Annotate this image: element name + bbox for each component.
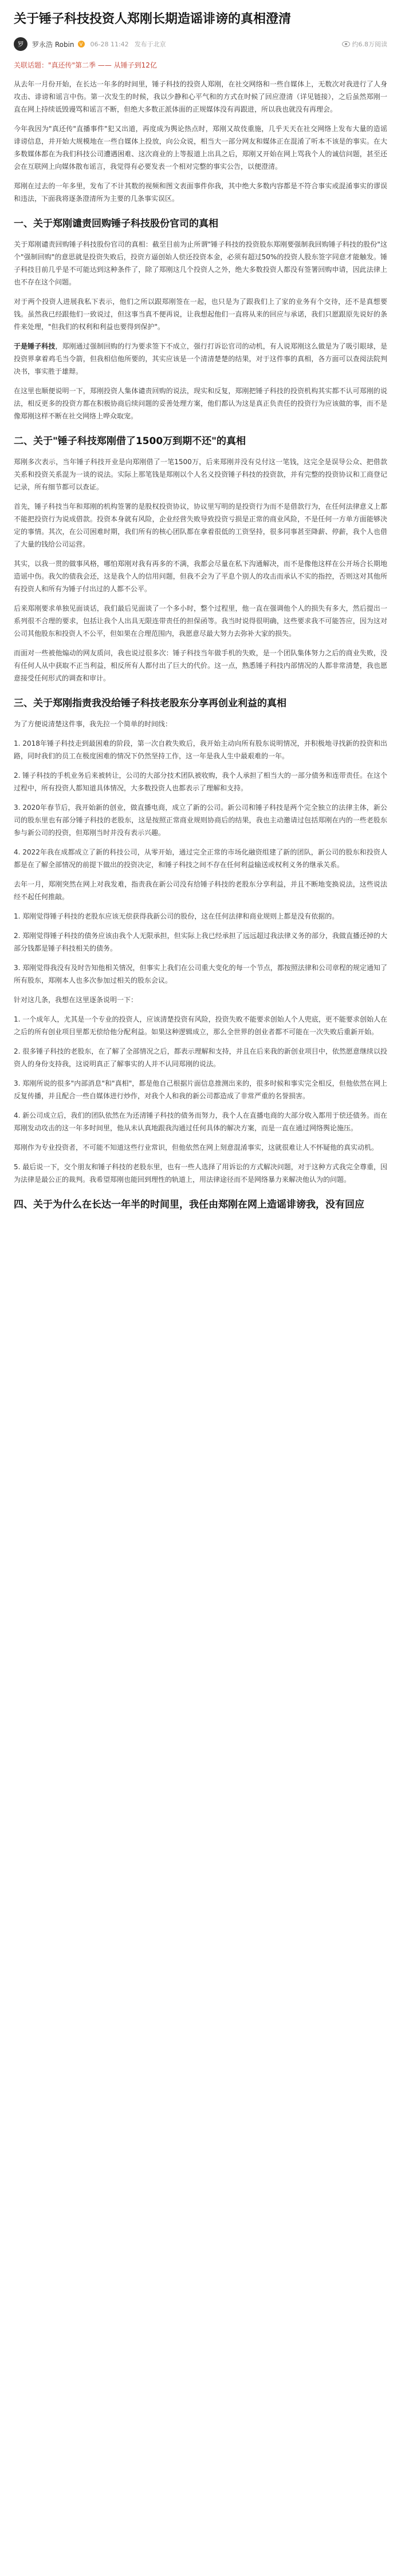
section-paragraph [14, 1161, 387, 1186]
intro-paragraph: 从去年一月份开始，在长达一年多的时间里，锤子科技的投资人郑刚，在社交网络和一些自媒体上，无数次对我进行了人身攻击、诽谤和谣言中伤。第一次发生的时候，我以少静和心平气和的方式在时候了回应澄清（详见链接），之后虽然郑刚一直在网上持续诋毁谩骂和谣言不断，但绝大多数正派体面的正规媒体没有再跟进，所以我也就没有再理会。 [14, 80, 387, 113]
section-paragraph [14, 456, 387, 493]
section-paragraph [14, 737, 387, 762]
paragraph-text: 而面对一些被他煽动的网友质问，我也说过很多次：锤子科技当年做手机的失败，是一个团队集体努力之后的商业失败，没有任何人从中获取不正当利益，相反所有人都付出了巨大的代价。这一点，熟悉锤子科技内部情况的人都非常清楚，我也愿意接受任何形式的调查和审计。 [14, 649, 387, 682]
paragraph-text: 1. 一个成年人，尤其是一个专业的投资人，应该清楚投资有风险，投资失败不能要求创始人个人兜底，更不能要求创始人在之后的所有创业项目里都无偿给他分配利益。如果这种逻辑成立，那么全世界的创业者都不可能在一次失败后重新开始。 [14, 1015, 387, 1036]
paragraph-text: 5. 最后说一下，交个朋友和锤子科技的老股东里，也有一些人选择了用诉讼的方式解决问题，对于这种方式我完全尊重，因为法律是最公正的裁判。我希望郑刚也能回到理性的轨道上，用法律途径而不是网络暴力来解决他认为的问题。 [14, 1163, 387, 1184]
paragraph-text: 关于郑刚谴责回购锤子科技股份官司的真相：截至目前为止所谓"锤子科技的投资股东郑刚要强制我回购锤子科技的股份"这个"强制回购"的意思就是投资失败后，投资方逼创始人偿还投资本金，必须有超过50%的投资人股东签字同意才能触发。锤子科技目前几乎是不可能达到这种条件了，除了郑刚这几个投资人之外，绝大多数投资人都没有签署回购申请，因此法律上也不存在这个问题。 [14, 240, 387, 286]
section-heading: 三、关于郑刚指责我没给锤子科技老股东分享再创业利益的真相 [14, 698, 286, 709]
paragraph-text: 3. 郑刚觉得我没有及时告知他相关情况，但事实上我们在公司重大变化的每一个节点，都按照法律和公司章程的规定通知了所有股东，郑刚本人也多次参加过相关的股东会议。 [14, 964, 387, 984]
intro-paragraph: 郑刚在过去的一年多里，发布了不计其数的视频和图文表面事件你我，其中绝大多数内容都是不符合事实或混淆事实的谬误和违法，下面我将逐条澄清所为主要的几条事实误区。 [14, 182, 387, 203]
author-name[interactable]: 罗永浩 Robin [32, 40, 74, 49]
paragraph-text: 2. 锤子科技的手机业务后来被转让，公司的大部分技术团队被收购，我个人承担了相当大的一部分债务和连带责任。在这个过程中，所有投资人都知道具体情况，大多数投资人也都表示了理解和支持。 [14, 771, 387, 792]
section-heading: 一、关于郑刚谴责回购锤子科技股份官司的真相 [14, 218, 218, 229]
article-title: 关于锤子科技投资人郑刚长期造谣诽谤的真相澄清 [14, 12, 292, 26]
paragraph-text: 对于两个投资人进展我私下表示，他们之所以跟郑刚签在一起，也只是为了跟我们上了家的业务有个交待，还不是真想要钱。虽然我已经跟他们一致说过，但这事当真不便再说，让我想起他们一直将从来的回应与承诺，我们只愿跟原先说好的条件来处理，"但我们的权利和利益也要得到保护"。 [14, 298, 387, 331]
paragraph-text: 2. 郑刚觉得锤子科技的债务应该由我个人无限承担，但实际上我已经承担了远远超过我法律义务的部分，我做直播还掉的大部分钱都是锤子科技相关的债务。 [14, 932, 387, 952]
read-count-label: 约6.8万阅读 [352, 41, 387, 48]
paragraph-text: 在这里也顺便说明一下，郑刚投资人集体谴责回购的说法，现实和反复，郑刚把锤子科技的投资机构其实都不认可郑刚的说法，相反更多的投资方都在积极协商后续问题的妥善处理方案，他们都认为这是真正负责任的投资行为应该做的事，而不是像郑刚这样不断在社交网络上哗众取宠。 [14, 387, 387, 420]
intro-paragraph: 今年我因为"真还传"直播事件"犯又出道，再度成为舆论热点时，郑刚又故伎重施，几乎天天在社交网络上发布大量的造谣诽谤信息，并开始大规模地在一些自媒体上投放，向公众说，相当大一部分网友和媒体正在混淆了听本不该是的事实。在大多数媒体都在为我们科技公司遭遇困难、这次商业的上等报道上出具之后，郑刚又开始在网上骂我个人的诚信问题，甚至还会在互联网上向媒体散布谣言，我觉得有必要发表一个相对完整的事实公告，以便澄清。 [14, 125, 387, 171]
read-count [342, 39, 388, 49]
paragraph-text: 其实，以我一贯的做事风格，哪怕郑刚对我有再多的不满，我都会尽量在私下沟通解决，而不是像他这样在公开场合长期地造谣中伤。我欠的债我会还，这是我个人的信用问题，但我不会为了平息个别人的攻击而承认不实的指控，否则这对其他所有投资人和所有为锤子付出过的人都不公平。 [14, 560, 387, 593]
section-paragraph [14, 557, 387, 595]
paragraph-text: 4. 2022年我在成都成立了新的科技公司，从零开始，通过完全正常的市场化融资组建了新的团队，新公司的股东和投资人都是在了解全部情况的前提下做出的投资决定，和锤子科技之间不存在任何利益输送或权利义务的继承关系。 [14, 848, 387, 869]
section-heading: 四、关于为什么在长达一年半的时间里，我任由郑刚在网上造谣诽谤我，没有回应 [14, 1199, 364, 1210]
paragraph-text: ，郑刚通过强制回购的行为要求签下不成立，强行打诉讼官司的动机，有人说郑刚这么做是为了吸引眼球，是投资界拿着鸡毛当令箭，但我相信他所要的，其实应该是一个清清楚楚的结果，对于这件事的真相，各方面可以查阅法院判决书，事实胜于雄辩。 [14, 342, 387, 375]
article-meta [14, 37, 387, 52]
section-paragraph [14, 647, 387, 684]
section-paragraph [14, 1077, 387, 1102]
eye-icon [342, 41, 350, 47]
paragraph-text: 1. 2018年锤子科技走到最困难的阶段，第一次自救失败后，我开始主动向所有股东说明情况，并积极地寻找新的投资和出路，同时我们的员工在极度困难的情况下仍然坚持工作，这一年是我人生中最艰难的一年。 [14, 739, 387, 760]
paragraph-text: 郑刚多次表示，当年锤子科技开业是向郑刚借了一笔1500万，后来郑刚并没有兑付这一笔钱，这完全是误导公众、把借款关系和投资关系混为一谈的说法。实际上那笔钱是郑刚以个人名义投资锤子科技的投资款，并有完整的投资协议和工商登记记录，所有细节都可以查证。 [14, 458, 387, 491]
section-paragraph [14, 1141, 387, 1154]
section-paragraph [14, 602, 387, 640]
paragraph-text: 郑刚作为专业投资者，不可能不知道这些行业常识，但他依然在网上刻意混淆事实，这就很难让人不怀疑他的真实动机。 [14, 1143, 379, 1152]
article-intro [14, 78, 387, 205]
section-paragraph [14, 1109, 387, 1134]
paragraph-text: 3. 2020年春节后，我开始新的创业，做直播电商，成立了新的公司。新公司和锤子科技是两个完全独立的法律主体，新公司的股东里也有部分锤子科技的老股东，这是按照正常商业规则协商后的结果，我也主动邀请过包括郑刚在内的一些老股东参与新公司的投资，但郑刚当时并没有表示兴趣。 [14, 804, 387, 837]
section-paragraph [14, 340, 387, 378]
paragraph-text: 3. 郑刚所说的很多"内部消息"和"真相"，都是他自己根据片面信息推测出来的，很多时候和事实完全相反，但他依然在网上反复传播，并且配合一些自媒体进行炒作，对我个人和我的新公司都造成了非常严重的名誉损害。 [14, 1079, 387, 1100]
section-paragraph [14, 994, 387, 1006]
section-paragraph [14, 238, 387, 288]
section-paragraph [14, 929, 387, 955]
paragraph-text: 针对这几条，我想在这里逐条说明一下： [14, 996, 138, 1004]
paragraph-text: 去年一月，郑刚突然在网上对我发难，指责我在新公司没有给锤子科技的老股东分享利益，并且不断地变换说法，这些说法经不起任何推敲。 [14, 880, 387, 901]
section-paragraph [14, 910, 387, 923]
section-paragraph [14, 846, 387, 871]
section-paragraph [14, 718, 387, 730]
verified-badge-icon: V [78, 41, 85, 48]
author-avatar[interactable]: 罗 [14, 37, 27, 51]
section-paragraph [14, 1045, 387, 1070]
section-paragraph [14, 801, 387, 839]
section-paragraph [14, 1013, 387, 1038]
section-paragraph [14, 295, 387, 333]
publish-location: 发布于北京 [134, 41, 166, 48]
paragraph-text: 2. 很多锤子科技的老股东，在了解了全部情况之后，都表示理解和支持，并且在后来我的新创业项目中，依然愿意继续以投资人的身份支持我，这说明真正了解事实的人并不认同郑刚的说法。 [14, 1047, 387, 1068]
paragraph-text: 1. 郑刚觉得锤子科技的老股东应该无偿获得我新公司的股份，这在任何法律和商业规则上都是没有依据的。 [14, 912, 339, 920]
paragraph-text: 4. 新公司成立后，我们的团队依然在为还清锤子科技的债务而努力，我个人在直播电商的大部分收入都用于偿还债务。而在郑刚发动攻击的这一年多时间里，他从未认真地跟我沟通过任何具体的解决方案，而是一直在通过网络舆论施压。 [14, 1111, 387, 1132]
related-topic-link[interactable]: 关联话题："真还传"第二季 —— 从锤子到12亿 [14, 61, 157, 69]
paragraph-text: 后来郑刚要求单独见面谈话，我们最后见面谈了一个多小时，整个过程里，他一直在强调他个人的损失有多大，然后提出一系列很不合理的要求，包括让我个人出具无限连带责任的担保函等。我当时说得很明确，这些要求我不可能答应，因为这对公司其他股东和投资人不公平，但如果在合理范围内，我愿意尽最大努力去弥补大家的损失。 [14, 604, 387, 638]
section-paragraph [14, 878, 387, 903]
section-heading: 二、关于"锤子科技郑刚借了1500万到期不还"的真相 [14, 436, 246, 447]
paragraph-lead: 于是锤子科技 [14, 342, 56, 350]
article-sections [14, 216, 387, 1212]
section-paragraph [14, 385, 387, 422]
article-page [0, 0, 401, 1242]
section-paragraph [14, 500, 387, 551]
paragraph-text: 首先，锤子科技当年和郑刚的机构签署的是股权投资协议，协议里写明的是投资行为而不是借款行为，在任何法律意义上都不能把投资行为说成借款。投资本身就有风险，企业经营失败导致投资亏损是正常的商业风险，不是任何一方单方面能够决定的事情。其次，在公司困难时期，我们所有的核心团队都在拿着很低的工资坚持，很多同事甚至降薪、停薪，我个人也借了大量的钱给公司运营。 [14, 502, 387, 548]
publish-time: 06-28 11:42 [90, 40, 129, 48]
section-paragraph [14, 961, 387, 987]
paragraph-text: 为了方便说清楚这件事，我先拉一个简单的时间线： [14, 720, 172, 728]
section-paragraph [14, 769, 387, 794]
